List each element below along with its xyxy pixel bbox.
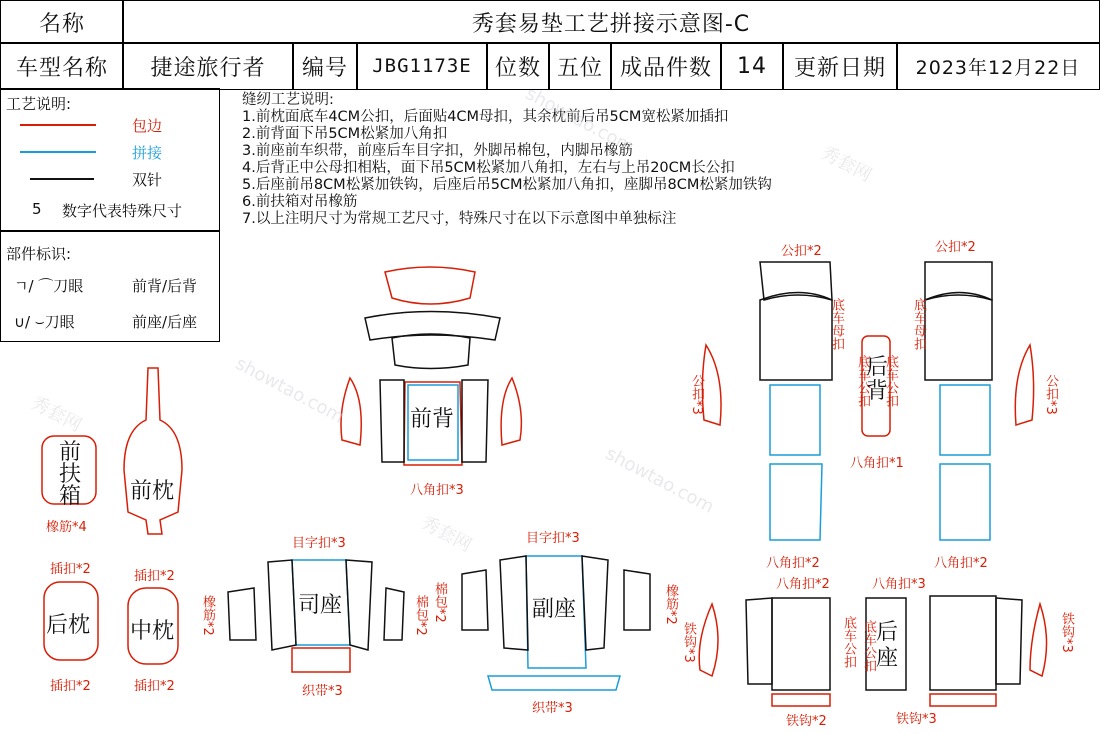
driver-seat-left-note: 橡筋*2 (200, 595, 215, 636)
passenger-seat-right-note: 橡筋*2 (663, 584, 678, 625)
driver-seat-right (346, 560, 372, 650)
note-line: 7.以上注明尺寸为常规工艺尺寸，特殊尺寸在以下示意图中单独标注 (242, 211, 677, 227)
legend-edge-label: 包边 (132, 117, 163, 135)
armrest-note: 橡筋*4 (46, 520, 87, 535)
note-line: 2.前背面下吊5CM松紧加八角扣 (242, 126, 448, 142)
number-legend-text: 数字代表特殊尺寸 (62, 202, 183, 220)
rear-seat-left-note: 铁钩*3 (681, 622, 696, 663)
watermark: showtao.com (232, 353, 348, 428)
back-notch-symbols: ㄱ/ ⌒刀眼 (14, 277, 84, 295)
model-label: 车型名称 (15, 55, 108, 81)
rear-seat-right-wing (1030, 604, 1047, 676)
rear-seat-top-left-note: 八角扣*2 (776, 577, 830, 592)
rear-seat-name: 后座 (876, 620, 899, 671)
parts-legend-title: 部件标识: (6, 245, 72, 263)
rear-seat-bottom-left-note: 铁钩*2 (786, 714, 827, 729)
date-label: 更新日期 (793, 55, 886, 81)
front-back-left-panel (380, 380, 404, 462)
rear-back-middle-right-note: 底车公扣 (883, 355, 898, 407)
front-back-name: 前背 (410, 407, 455, 432)
driver-seat-right-note: 棉包*2 (413, 595, 428, 636)
driver-seat-bottom-note: 织带*3 (302, 684, 343, 699)
driver-seat-right-wing (384, 588, 404, 640)
mid-headrest-bottom-note: 插扣*2 (134, 679, 175, 694)
rear-headrest-bottom-note: 插扣*2 (50, 679, 91, 694)
passenger-seat-right (582, 556, 608, 650)
seats-label: 位数 (494, 55, 541, 81)
seats-value: 五位 (556, 55, 603, 81)
back-notch-text: 前背/后背 (132, 277, 198, 295)
rear-back-middle-left-note: 底车公扣 (855, 355, 870, 407)
passenger-seat-name: 副座 (532, 597, 577, 622)
driver-seat-name: 司座 (298, 593, 343, 618)
legend-double-label: 双针 (132, 171, 163, 189)
passenger-seat-front-strip (488, 676, 620, 690)
watermark: showtao.com (602, 443, 718, 518)
rear-back-top-left-note: 公扣*2 (781, 244, 822, 259)
rear-seat-left-side (746, 598, 772, 684)
rear-seat-top-right-note: 八角扣*3 (872, 577, 926, 592)
rear-seat-right-strip (930, 694, 996, 706)
code-label: 编号 (301, 55, 348, 81)
driver-seat-top-note: 目字扣*3 (292, 536, 346, 551)
passenger-seat-left-wing (462, 570, 488, 630)
rear-headrest-top-note: 插扣*2 (50, 562, 91, 577)
pieces-label: 成品件数 (619, 55, 712, 81)
rear-headrest-name: 后枕 (46, 613, 91, 638)
front-back-top-panel (385, 267, 475, 304)
legend-join-label: 拼接 (132, 144, 163, 162)
passenger-seat-left-note: 棉包*2 (432, 582, 447, 623)
rear-back-side-left-note: 公扣*3 (689, 374, 704, 415)
seat-notch-symbols: ∪/ ⌣刀眼 (14, 313, 75, 331)
front-back-left-wing (341, 378, 361, 445)
sheet-title: 秀套易垫工艺拼接示意图-C (471, 11, 751, 37)
driver-seat-front-strip (292, 648, 350, 672)
rear-back-middle-bottom-note: 八角扣*1 (850, 456, 904, 471)
front-headrest-name: 前枕 (130, 479, 175, 504)
rear-seat-right-note: 铁钩*3 (1059, 612, 1074, 653)
seat-notch-text: 前座/后座 (132, 313, 198, 331)
rear-seat-mid-left-note: 底车公扣 (841, 616, 856, 668)
front-back-note: 八角扣*3 (410, 483, 464, 498)
notes-title: 缝纫工艺说明: (242, 92, 334, 108)
rear-seat-left-wing (699, 604, 718, 676)
rear-back-female-left-note: 底车母扣 (829, 298, 844, 350)
rear-back-right-lower (940, 464, 990, 540)
driver-seat-left (268, 560, 296, 650)
legend-title: 工艺说明: (6, 95, 72, 113)
date-value: 2023年12月22日 (915, 56, 1081, 79)
rear-seat-right-side (996, 598, 1022, 684)
front-headrest-panel (124, 368, 182, 534)
rear-back-left-upper (760, 293, 832, 381)
passenger-seat-left (500, 556, 528, 650)
rear-back-right-upper (925, 293, 992, 381)
rear-seat-bottom-right-note: 铁钩*3 (896, 712, 937, 727)
front-back-head-panel (392, 334, 470, 369)
watermark: 秀套网 (27, 392, 86, 437)
front-back-right-panel (462, 380, 488, 462)
rear-back-side-right-note: 公扣*3 (1043, 374, 1058, 415)
mid-headrest-name: 中枕 (130, 619, 175, 644)
pieces-value: 14 (737, 53, 767, 79)
note-line: 4.后背正中公母扣相粘，面下吊5CM松紧加八角扣，左右与上吊20CM长公扣 (242, 160, 735, 176)
rear-seat-left-center (772, 598, 830, 690)
number-sample: 5 (32, 200, 42, 218)
armrest-name: 前扶箱 (58, 440, 81, 509)
note-line: 5.后座前吊8CM松紧加铁钩，后座后吊5CM松紧加八角扣，座脚吊8CM松紧加铁钩 (242, 177, 772, 193)
rear-back-bottom-right-note: 八角扣*2 (934, 556, 988, 571)
rear-back-left-join (770, 385, 820, 455)
rear-back-right-wing (1015, 345, 1033, 425)
rear-back-bottom-left-note: 八角扣*2 (766, 556, 820, 571)
rear-back-left-lower (770, 464, 822, 540)
mid-headrest-top-note: 插扣*2 (134, 569, 175, 584)
passenger-seat-right-wing (624, 570, 650, 630)
rear-back-name: 后背 (866, 355, 889, 404)
watermark: 秀套网 (817, 142, 876, 187)
rear-seat-left-strip (772, 694, 830, 706)
watermark: showtao.com (522, 83, 638, 158)
rear-back-left-wing (702, 345, 721, 425)
rear-back-top-right-note: 公扣*2 (935, 240, 976, 255)
driver-seat-left-wing (228, 588, 256, 640)
note-line: 3.前座前车织带，前座后车目字扣，外脚吊棉包，内脚吊橡筋 (242, 143, 633, 159)
watermark: 秀套网 (417, 512, 476, 557)
rear-back-right-join (940, 385, 990, 455)
front-back-upper-panel (365, 312, 500, 341)
rear-seat-right-center (930, 596, 996, 690)
name-label: 名称 (38, 11, 85, 37)
passenger-seat-top-note: 目字扣*3 (526, 531, 580, 546)
rear-back-left-top (760, 262, 832, 300)
code-value: JBG1173E (372, 55, 472, 77)
model-value: 捷途旅行者 (150, 55, 266, 81)
note-line: 6.前扶箱对吊橡筋 (242, 194, 358, 210)
rear-back-female-right-note: 底车母扣 (911, 298, 926, 350)
passenger-seat-bottom-note: 织带*3 (532, 701, 573, 716)
rear-back-right-top (925, 262, 992, 300)
note-line: 1.前枕面底车4CM公扣，后面贴4CM母扣，其余枕前后吊5CM宽松紧加插扣 (242, 109, 729, 125)
front-back-right-wing (501, 378, 521, 445)
rear-seat-mid-right-note: 底车公扣 (861, 620, 876, 672)
